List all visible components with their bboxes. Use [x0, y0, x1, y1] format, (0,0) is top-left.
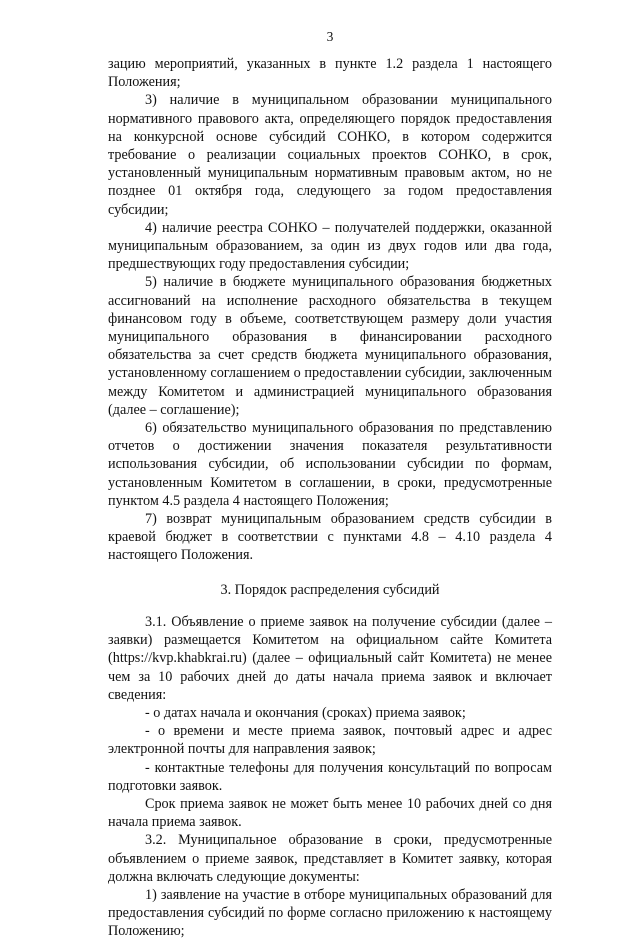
document-page [108, 28, 552, 941]
list-item-dates: - о датах начала и окончания (сроках) приема заявок; [145, 704, 466, 721]
paragraph-continuation: зацию мероприятий, указанных в пункте 1.2 раздела 1 настоящего Положения; [108, 56, 552, 91]
paragraph-item-7: 7) возврат муниципальным образованием средств субсидии в краевой бюджет в соответствии с пунктами 4.8 – 4.10 раздела 4 настоящего Положения. [108, 511, 552, 564]
paragraph-application: 1) заявление на участие в отборе муниципальных образований для предоставления субсидий по форме согласно приложению к настоящему Положению; [108, 886, 552, 940]
section-heading: 3. Порядок распределения субсидий [220, 581, 440, 598]
page-number: 3 [326, 29, 334, 44]
paragraph-item-3: 3) наличие в муниципальном образовании муниципального нормативного правового акта, определяющего порядок предоставления на конкурсной основе субсидий СОНКО, в котором содержится требование о реализации социальных проектов СОНКО, в срок, установленный муниципальным нормативным правовым актом, но не позднее 01 октября года, следующего за годом предоставления субсидии; [108, 92, 552, 218]
paragraph-item-6: 6) обязательство муниципального образования по представлению отчетов о достижении значения показателя результативности использования субсидии, об использовании субсидии по формам, установленным Комитетом в соглашении, в сроки, предусмотренные пунктом 4.5 раздела 4 настоящего Положения; [108, 420, 552, 509]
paragraph-3-1: 3.1. Объявление о приеме заявок на получение субсидии (далее – заявки) размещается Комитетом на официальном сайте Комитета (https://kvp.khabkrai.ru) (далее – официальный сайт Комитета) не менее чем за 10 рабочих дней до даты начала приема заявок и включает сведения: [108, 613, 552, 703]
paragraph-item-4: 4) наличие реестра СОНКО – получателей поддержки, оказанной муниципальным образованием, за один из двух годов или два года, предшествующих году предоставления субсидии; [108, 219, 552, 273]
list-item-phones: - контактные телефоны для получения консультаций по вопросам подготовки заявок. [108, 759, 552, 794]
paragraph-3-2: 3.2. Муниципальное образование в сроки, предусмотренные объявлением о приеме заявок, представляет в Комитет заявку, которая должна включать следующие документы: [108, 832, 552, 885]
paragraph-item-5: 5) наличие в бюджете муниципального образования бюджетных ассигнований на исполнение расходного обязательства в текущем финансовом году в объеме, соответствующем размеру доли участия муниципального образования в финансировании расходного обязательства за счет средств бюджета муниципального образования, установленному соглашением о предоставлении субсидии, заключенным между Комитетом и администрацией муниципального образования (далее – соглашение); [108, 274, 552, 418]
paragraph-deadline: Срок приема заявок не может быть менее 10 рабочих дней со дня начала приема заявок. [108, 795, 552, 831]
list-item-place: - о времени и месте приема заявок, почтовый адрес и адрес электронной почты для направления заявок; [108, 723, 552, 758]
